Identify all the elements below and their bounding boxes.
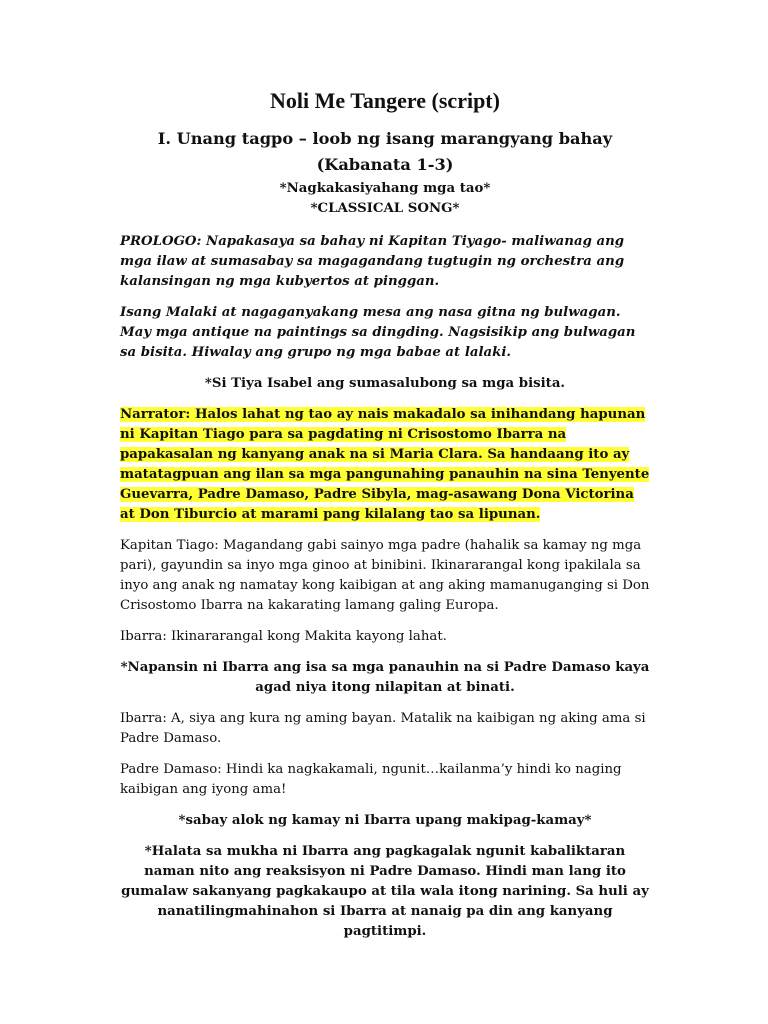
dialogue-padre-damaso: Padre Damaso: Hindi ka nagkakamali, ngunit…kailanma’y hindi ko naging kaibigan ang iyong ama! xyxy=(120,762,622,797)
stage-direction-ibarra-notices: *Napansin ni Ibarra ang isa sa mga panauhin na si Padre Damaso kaya agad niya itong nilapitan at binati. xyxy=(120,660,650,695)
document-title: Noli Me Tangere (script) xyxy=(270,88,500,113)
prologue-paragraph: PROLOGO: Napakasaya sa bahay ni Kapitan Tiyago- maliwanag ang mga ilaw at sumasabay sa magagandang tugtugin ng orchestra ang kalansingan ng mga kubyertos at pinggan. xyxy=(120,234,625,289)
stage-direction-reaction: *Halata sa mukha ni Ibarra ang pagkagalak ngunit kabaliktaran naman nito ang reaksisyon ni Padre Damaso. Hindi man lang ito gumalaw sakanyang pagkakaupo at tila wala itong narining. Sa huli ay nanatilingmahinahon si Ibarra at nanaig pa din ang kanyang pagtitimpi. xyxy=(121,844,649,939)
stage-direction-tiya-isabel: *Si Tiya Isabel ang sumasalubong sa mga bisita. xyxy=(204,376,566,391)
dialogue-ibarra-2: Ibarra: A, siya ang kura ng aming bayan. Matalik na kaibigan ng aking ama si Padre Damaso. xyxy=(120,711,646,746)
scene-heading: I. Unang tagpo – loob ng isang marangyang bahay (Kabanata 1-3) xyxy=(157,129,613,174)
dialogue-ibarra-1: Ibarra: Ikinararangal kong Makita kayong lahat. xyxy=(120,629,447,644)
stage-direction-handshake: *sabay alok ng kamay ni Ibarra upang makipag-kamay* xyxy=(178,813,592,828)
narrator-paragraph xyxy=(120,405,650,525)
narrator-highlight: Narrator: Halos lahat ng tao ay nais makadalo sa inihandang hapunan ni Kapitan Tiago para sa pagdating ni Crisostomo Ibarra na papakasalan ng kanyang anak na si Maria Clara. Sa handaang ito ay matatagpuan ang ilan sa mga pangunahing panauhin na sina Tenyente Guevarra, Padre Damaso, Padre Sibyla, mag-asawang Dona Victorina at Don Tiburcio at marami pang kilalang tao sa lipunan. xyxy=(120,407,650,522)
stage-note-crowd: *Nagkakasiyahang mga tao* xyxy=(279,181,491,196)
stage-note-song: *CLASSICAL SONG* xyxy=(310,201,460,216)
dialogue-kapitan-tiago: Kapitan Tiago: Magandang gabi sainyo mga padre (hahalik sa kamay ng mga pari), gayundin sa inyo mga ginoo at binibini. Ikinararangal kong ipakilala sa inyo ang anak ng namatay kong kaibigan at ang aking mamanuganging si Don Crisostomo Ibarra na kakarating lamang galing Europa. xyxy=(120,538,650,613)
setting-description: Isang Malaki at nagaganyakang mesa ang nasa gitna ng bulwagan. May mga antique na paintings sa dingding. Nagsisikip ang bulwagan sa bisita. Hiwalay ang grupo ng mga babae at lalaki. xyxy=(120,305,636,360)
